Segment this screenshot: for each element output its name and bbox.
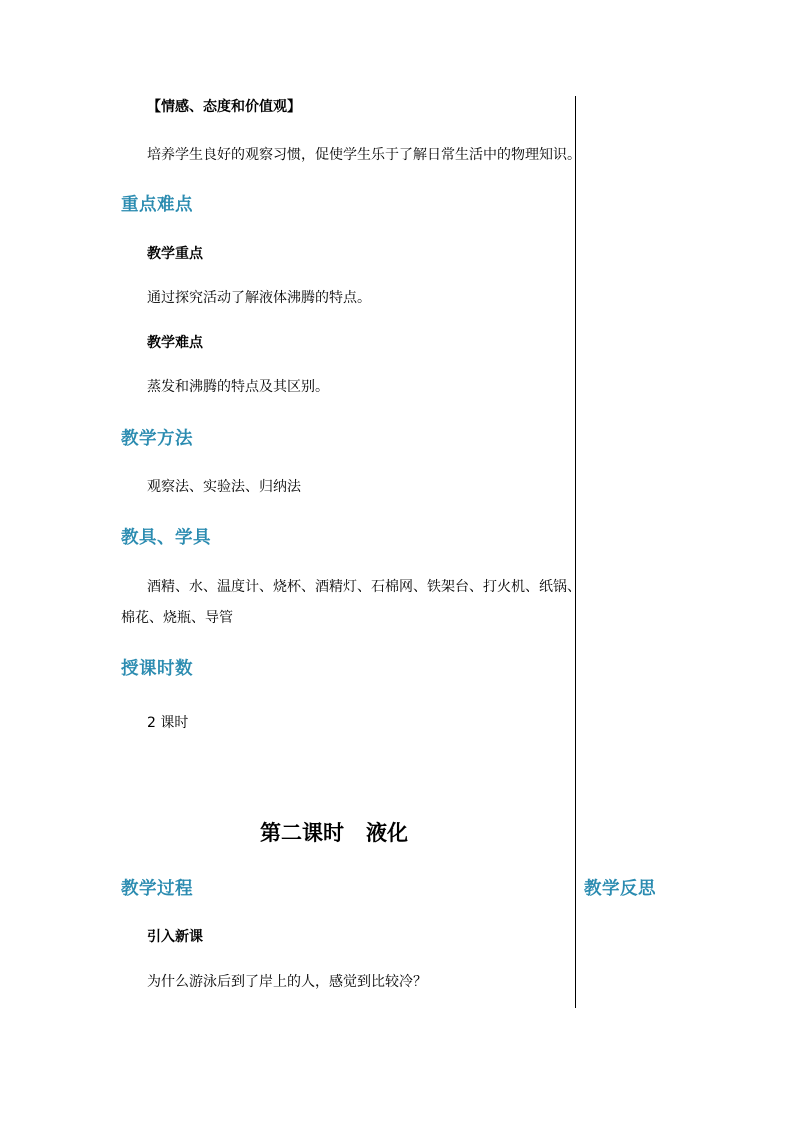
teaching-focus-label: 教学重点 bbox=[147, 246, 203, 262]
teaching-focus-text: 通过探究活动了解液体沸腾的特点。 bbox=[147, 290, 371, 306]
teaching-difficulty-text: 蒸发和沸腾的特点及其区别。 bbox=[147, 379, 329, 395]
teaching-process-heading: 教学过程 bbox=[121, 879, 193, 899]
teaching-reflection-heading: 教学反思 bbox=[584, 879, 656, 899]
intro-label: 引入新课 bbox=[147, 929, 203, 945]
lesson-title-part2: 液化 bbox=[366, 820, 408, 845]
teaching-methods-text: 观察法、实验法、归纳法 bbox=[147, 479, 301, 495]
class-hours-text: 2 课时 bbox=[147, 715, 189, 731]
class-hours-heading: 授课时数 bbox=[121, 659, 193, 679]
column-divider bbox=[575, 96, 576, 1008]
tools-text-line2: 棉花、烧瓶、导管 bbox=[121, 610, 233, 626]
tools-text-line1: 酒精、水、温度计、烧杯、酒精灯、石棉网、铁架台、打火机、纸锅、 bbox=[147, 579, 581, 595]
key-points-heading: 重点难点 bbox=[121, 195, 193, 215]
affect-text: 培养学生良好的观察习惯，促使学生乐于了解日常生活中的物理知识。 bbox=[147, 147, 581, 163]
teaching-methods-heading: 教学方法 bbox=[121, 429, 193, 449]
lesson-title bbox=[260, 817, 408, 847]
lesson-title-part1: 第二课时 bbox=[260, 820, 344, 845]
teaching-difficulty-label: 教学难点 bbox=[147, 335, 203, 351]
tools-heading: 教具、学具 bbox=[121, 528, 211, 548]
affect-heading: 【情感、态度和价值观】 bbox=[147, 99, 301, 115]
intro-text: 为什么游泳后到了岸上的人，感觉到比较冷？ bbox=[147, 974, 427, 990]
